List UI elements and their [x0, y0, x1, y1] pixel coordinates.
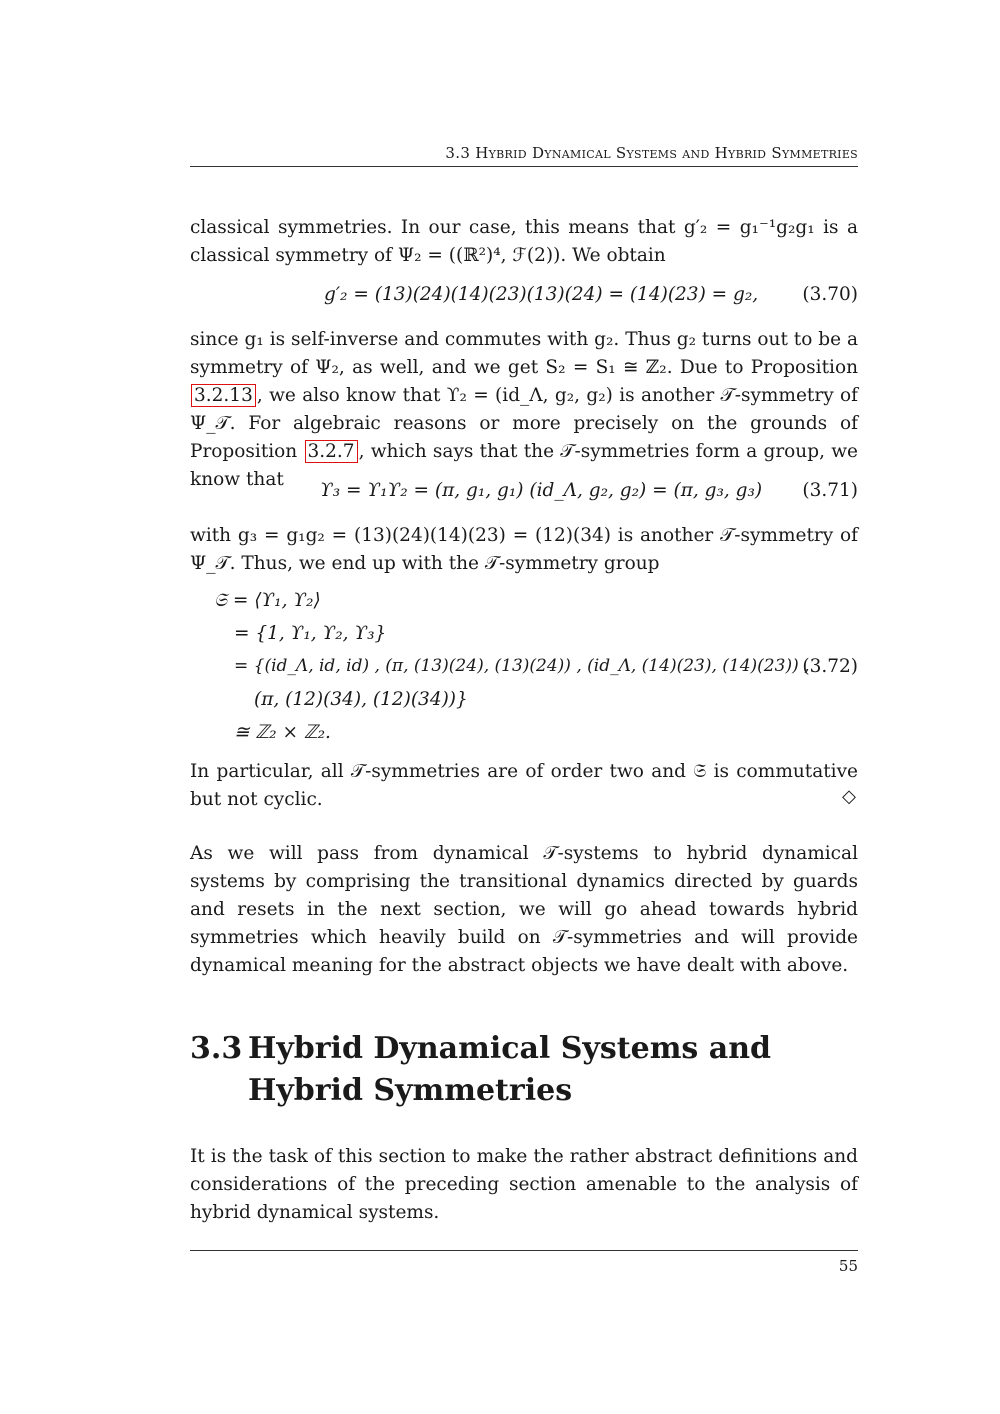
header-rule [190, 166, 858, 167]
paragraph-2-part-2: , we also know that ϒ₂ = (id_Λ, g₂, g₂) is another 𝒯-symmetry of Ψ_𝒯. For algebraic reasons or more precisely on the grounds of Proposition [190, 385, 858, 462]
paragraph-2-part-1: since g₁ is self-inverse and commutes with g₂. Thus g₂ turns out to be a symmetry of Ψ₂, as well, and we get S₂ = S₁ ≅ ℤ₂. Due to Proposition [190, 329, 858, 378]
equation-3-72-line-4-text: (π, (12)(34), (12)(34))} [254, 689, 468, 710]
equation-3-72-line-3-text: = {(id_Λ, id, id) , (π, (13)(24), (13)(24)) , (id_Λ, (14)(23), (14)(23)) , [234, 656, 810, 676]
equation-3-72-line-1 [190, 590, 858, 620]
paragraph-6 [190, 1143, 858, 1227]
proposition-3-2-7-link[interactable]: 3.2.7 [305, 440, 358, 463]
equation-3-72-line-4 [190, 689, 858, 719]
equation-3-70-number: (3.70) [802, 284, 858, 305]
running-header: 3.3 Hybrid Dynamical Systems and Hybrid Symmetries [445, 144, 858, 162]
equation-3-72-line-2 [190, 623, 858, 653]
section-number: 3.3 [190, 1031, 243, 1066]
paragraph-1 [190, 214, 858, 270]
proposition-3-2-13-link[interactable]: 3.2.13 [191, 384, 256, 407]
paragraph-5-text: As we will pass from dynamical 𝒯-systems to hybrid dynamical systems by comprising the transitional dynamics directed by guards and resets in the next section, we will go ahead towards hybrid symmetries which heavily build on 𝒯-symmetries and will provide dynamical meaning for the abstract objects we have dealt with above. [190, 843, 858, 976]
equation-3-72-line-5 [190, 722, 858, 752]
paragraph-3 [190, 522, 858, 578]
equation-3-72-line-5-text: ≅ ℤ₂ × ℤ₂. [234, 722, 331, 743]
paragraph-3-text: with g₃ = g₁g₂ = (13)(24)(14)(23) = (12)(34) is another 𝒯-symmetry of Ψ_𝒯. Thus, we end up with the 𝒯-symmetry group [190, 525, 858, 574]
paragraph-5 [190, 840, 858, 980]
paragraph-1-text: classical symmetries. In our case, this means that g′₂ = g₁⁻¹g₂g₁ is a classical symmetry of Ψ₂ = ((ℝ²)⁴, ℱ(2)). We obtain [190, 217, 858, 266]
equation-3-71 [190, 480, 858, 510]
section-title: Hybrid Dynamical Systems and Hybrid Symmetries [248, 1031, 771, 1108]
equation-3-70 [190, 284, 858, 314]
equation-3-70-body: g′₂ = (13)(24)(14)(23)(13)(24) = (14)(23) = g₂, [324, 284, 759, 305]
paragraph-6-text: It is the task of this section to make the rather abstract definitions and considerations of the preceding section amenable to the analysis of hybrid dynamical systems. [190, 1146, 858, 1223]
equation-3-71-number: (3.71) [802, 480, 858, 501]
equation-3-72-line-1-text: 𝔖 = ⟨ϒ₁, ϒ₂⟩ [214, 590, 321, 611]
page-number: 55 [838, 1257, 858, 1275]
equation-3-71-body: ϒ₃ = ϒ₁ϒ₂ = (π, g₁, g₁) (id_Λ, g₂, g₂) = (π, g₃, g₃) [320, 480, 763, 501]
paragraph-4-text: In particular, all 𝒯-symmetries are of order two and 𝔖 is commutative but not cyclic. [190, 761, 858, 810]
paragraph-2-part-3: , which says that the 𝒯-symmetries form a group, we know that [190, 441, 858, 490]
equation-3-72-line-3 [190, 656, 858, 686]
paragraph-4 [190, 758, 858, 814]
equation-3-72-number: (3.72) [802, 656, 858, 677]
footer-rule [190, 1250, 858, 1251]
paragraph-2-text [190, 326, 858, 494]
equation-3-72-line-2-text: = {1, ϒ₁, ϒ₂, ϒ₃} [234, 623, 387, 644]
end-of-example-marker: ◇ [842, 786, 856, 807]
paragraph-2 [190, 326, 858, 494]
